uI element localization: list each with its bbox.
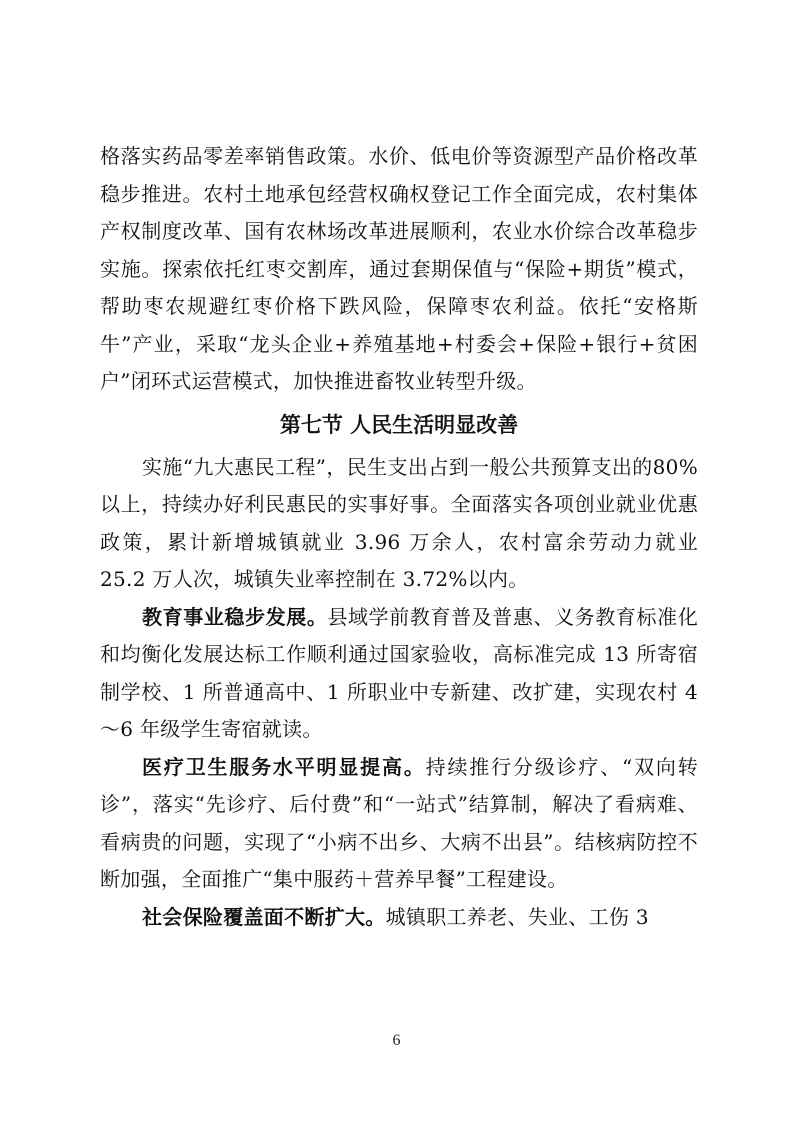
paragraph-insurance — [100, 899, 698, 937]
paragraph-livelihood: 实施“九大惠民工程”，民生支出占到一般公共预算支出的80%以上，持续办好利民惠民的实事好事。全面落实各项创业就业优惠政策，累计新增城镇就业 3.96 万余人，农村富余劳动力就业 25.2 万人次，城镇失业率控制在 3.72%以内。 — [100, 454, 698, 591]
healthcare-text: 持续推行分级诊疗、“双向转诊”，落实“先诊疗、后付费”和“一站式”结算制，解决了看病难、看病贵的问题，实现了“小病不出乡、大病不出县”。结核病防控不断加强，全面推广“集中服药＋营养早餐”工程建设。 — [100, 754, 699, 891]
paragraph-reform: 格落实药品零差率销售政策。水价、低电价等资源型产品价格改革稳步推进。农村土地承包经营权确权登记工作全面完成，农村集体产权制度改革、国有农林场改革进展顺利，农业水价综合改革稳步实施。探索依托红枣交割库，通过套期保值与“保险+期货”模式，帮助枣农规避红枣价格下跌风险，保障枣农利益。依托“安格斯牛”产业，采取“龙头企业+养殖基地+村委会+保险+银行+贫困户”闭环式运营模式，加快推进畜牧业转型升级。 — [100, 144, 698, 393]
body-text — [100, 138, 698, 936]
insurance-lead: 社会保险覆盖面不断扩大。 — [142, 904, 386, 929]
paragraph-healthcare — [100, 749, 698, 899]
page-number: 6 — [392, 1032, 401, 1049]
section-heading: 第七节 人民生活明显改善 — [279, 412, 519, 437]
education-lead: 教育事业稳步发展。 — [142, 604, 328, 629]
education-text: 县域学前教育普及普惠、义务教育标准化和均衡化发展达标工作顺利通过国家验收，高标准完成 13 所寄宿制学校、1 所普通高中、1 所职业中专新建、改扩建，实现农村 4～6 年级学生寄宿就读。 — [100, 604, 698, 741]
healthcare-lead: 医疗卫生服务水平明显提高。 — [142, 754, 426, 779]
insurance-text: 城镇职工养老、失业、工伤 3 — [385, 904, 649, 929]
paragraph-education — [100, 599, 698, 749]
